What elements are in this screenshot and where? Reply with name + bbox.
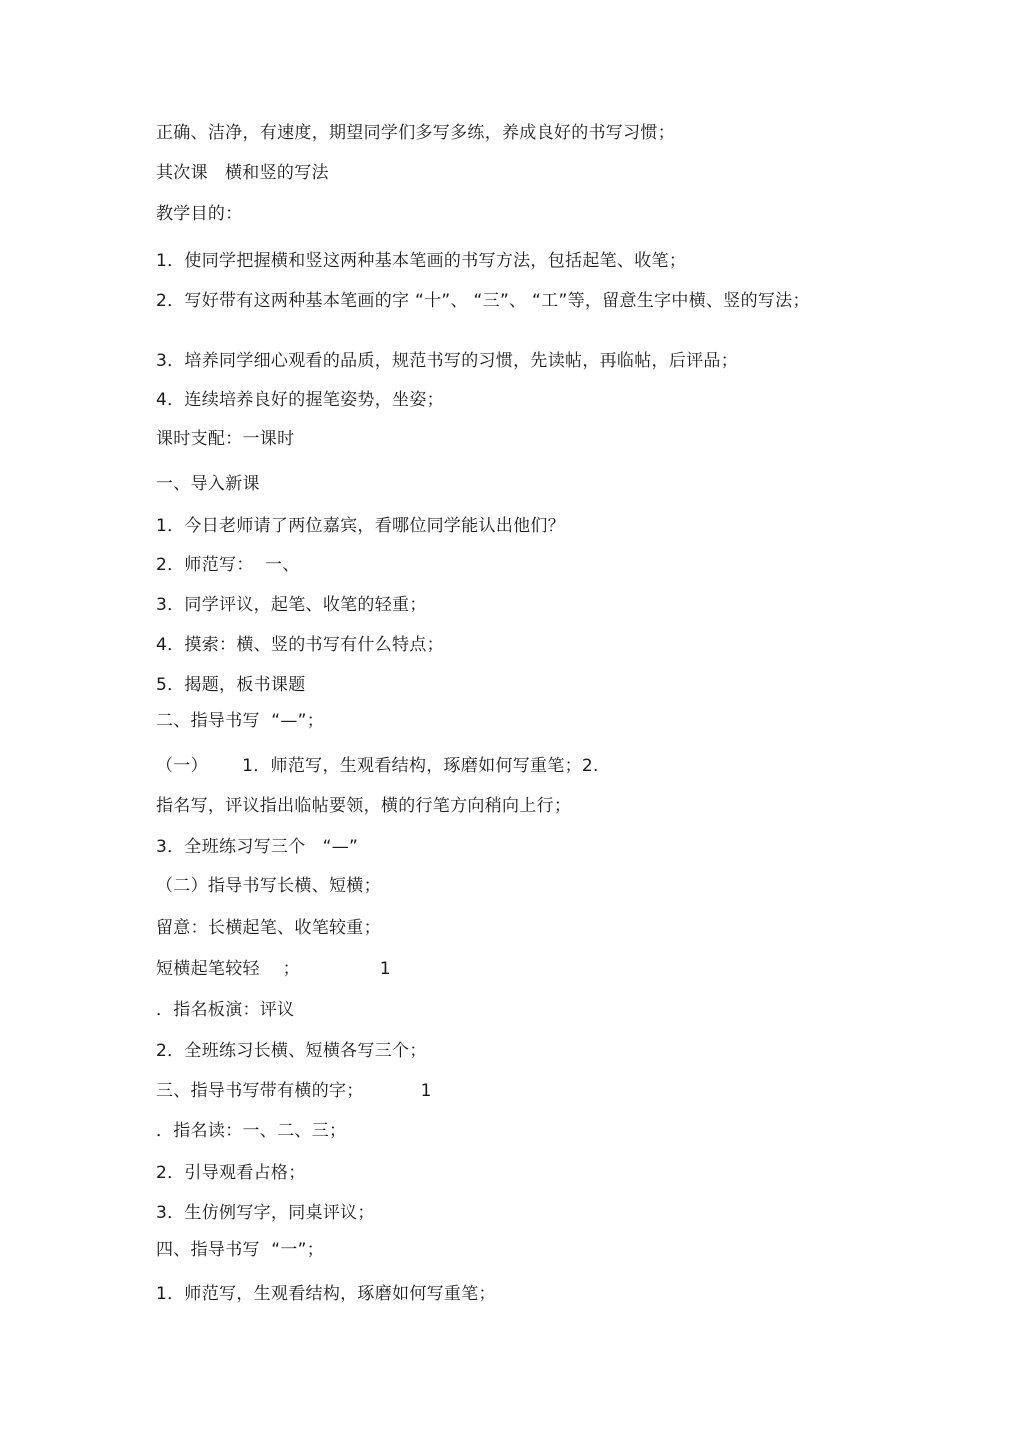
- characters-item-1: ．指名读：一、二、三；: [156, 1121, 347, 1141]
- objective-item-2: 2．写好带有这两种基本笔画的字 “十”、 “三”、 “工”等，留意生字中横、竖的写法；: [156, 291, 810, 311]
- guide-part-2: （二）指导书写长横、短横；: [156, 876, 381, 896]
- guide-4-item-1: 1．师范写，生观看结构，琢磨如何写重笔；: [156, 1284, 496, 1304]
- class-practice: 2．全班练习长横、短横各写三个；: [156, 1041, 427, 1061]
- guide-part-1: （一） 1．师范写，生观看结构，琢磨如何写重笔；2.: [156, 756, 599, 776]
- intro-item-1: 1．今日老师请了两位嘉宾，看哪位同学能认出他们？: [156, 516, 566, 536]
- section-heading-intro: 一、导入新课: [156, 474, 260, 494]
- note-short-horizontal: 短横起笔较轻 ； 1: [156, 959, 391, 979]
- guide-item-3: 3．全班练习写三个 “—”: [156, 837, 359, 857]
- note-long-horizontal: 留意：长横起笔、收笔较重；: [156, 918, 381, 938]
- guide-part-1-cont: 指名写，评议指出临帖要领，横的行笔方向稍向上行；: [156, 796, 572, 816]
- section-heading-characters: 三、指导书写带有横的字； 1: [156, 1081, 432, 1101]
- intro-item-5: 5．揭题，板书课题: [156, 675, 306, 695]
- intro-item-4: 4．摸索：横、竖的书写有什么特点；: [156, 635, 444, 655]
- objective-item-1: 1．使同学把握横和竖这两种基本笔画的书写方法，包括起笔、收笔；: [156, 251, 687, 271]
- section-heading-guide-4: 四、指导书写 “一”；: [156, 1240, 325, 1260]
- lesson-title: 其次课 横和竖的写法: [156, 163, 329, 183]
- intro-item-2: 2．师范写： 一、: [156, 555, 300, 575]
- board-demo: ．指名板演：评议: [156, 1000, 295, 1020]
- objective-item-4: 4．连续培养良好的握笔姿势，坐姿；: [156, 390, 444, 410]
- characters-item-3: 3．生仿例写字，同桌评议；: [156, 1203, 375, 1223]
- intro-item-3: 3．同学评议，起笔、收笔的轻重；: [156, 595, 427, 615]
- objective-item-3: 3．培养同学细心观看的品质，规范书写的习惯，先读帖，再临帖，后评品；: [156, 351, 739, 371]
- section-heading-guide-horizontal: 二、指导书写 “—”；: [156, 711, 325, 731]
- section-heading-objectives: 教学目的：: [156, 204, 243, 224]
- characters-item-2: 2．引导观看占格；: [156, 1163, 306, 1183]
- class-hours: 课时支配：一课时: [156, 429, 295, 449]
- text-line-intro: 正确、洁净，有速度，期望同学们多写多练，养成良好的书写习惯；: [156, 123, 675, 143]
